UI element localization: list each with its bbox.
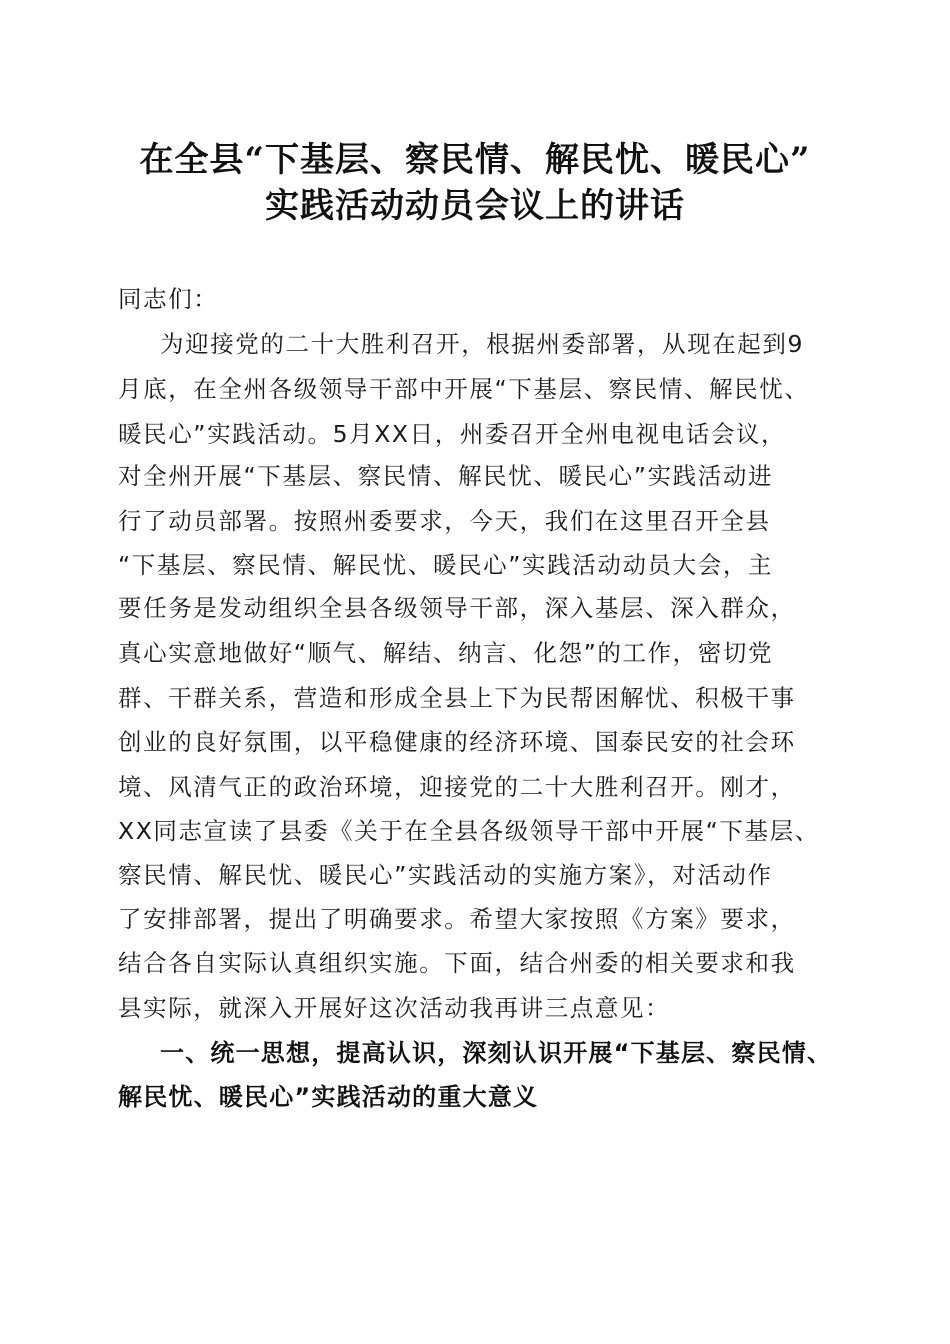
paragraph-line: 境、风清气正的政治环境，迎接党的二十大胜利召开。刚才， (118, 773, 796, 801)
paragraph-line: 暖民心”实践活动。5月XX日，州委召开全州电视电话会议， (118, 420, 787, 448)
paragraph-line: 对全州开展“下基层、察民情、解民忧、暖民心”实践活动进 (118, 462, 774, 490)
paragraph-line: 县实际，就深入开展好这次活动我再讲三点意见： (118, 994, 671, 1022)
document-title-line-1: 在全县“下基层、察民情、解民忧、暖民心” (139, 140, 811, 180)
section-heading-line: 解民忧、暖民心”实践活动的重大意义 (118, 1083, 539, 1111)
paragraph-line: 要任务是发动组织全县各级领导干部，深入基层、深入群众， (118, 594, 796, 622)
document-title-line-2: 实践活动动员会议上的讲话 (265, 186, 685, 226)
paragraph-line: XX同志宣读了县委《关于在全县各级领导干部中开展“下基层、 (118, 817, 820, 845)
paragraph-line: 结合各自实际认真组织实施。下面，结合州委的相关要求和我 (118, 949, 796, 977)
paragraph-line: 察民情、解民忧、暖民心”实践活动的实施方案》，对活动作 (118, 861, 773, 889)
paragraph-line: 真心实意地做好“顺气、解结、纳言、化怨”的工作，密切党 (118, 639, 774, 667)
paragraph-line: “下基层、察民情、解民忧、暖民心”实践活动动员大会，主 (118, 551, 774, 579)
paragraph-line: 了安排部署，提出了明确要求。希望大家按照《方案》要求， (118, 905, 796, 933)
paragraph-line: 群、干群关系，营造和形成全县上下为民帮困解忧、积极干事 (118, 684, 796, 712)
paragraph-line: 行了动员部署。按照州委要求，今天，我们在这里召开全县 (118, 507, 771, 535)
section-heading-line: 一、统一思想，提高认识，深刻认识开展“下基层、察民情、 (160, 1039, 833, 1067)
paragraph-line: 月底，在全州各级领导干部中开展“下基层、察民情、解民忧、 (118, 375, 810, 403)
salutation: 同志们： (118, 285, 219, 313)
paragraph-line: 为迎接党的二十大胜利召开，根据州委部署，从现在起到9 (160, 330, 805, 358)
paragraph-line: 创业的良好氛围，以平稳健康的经济环境、国泰民安的社会环 (118, 728, 796, 756)
